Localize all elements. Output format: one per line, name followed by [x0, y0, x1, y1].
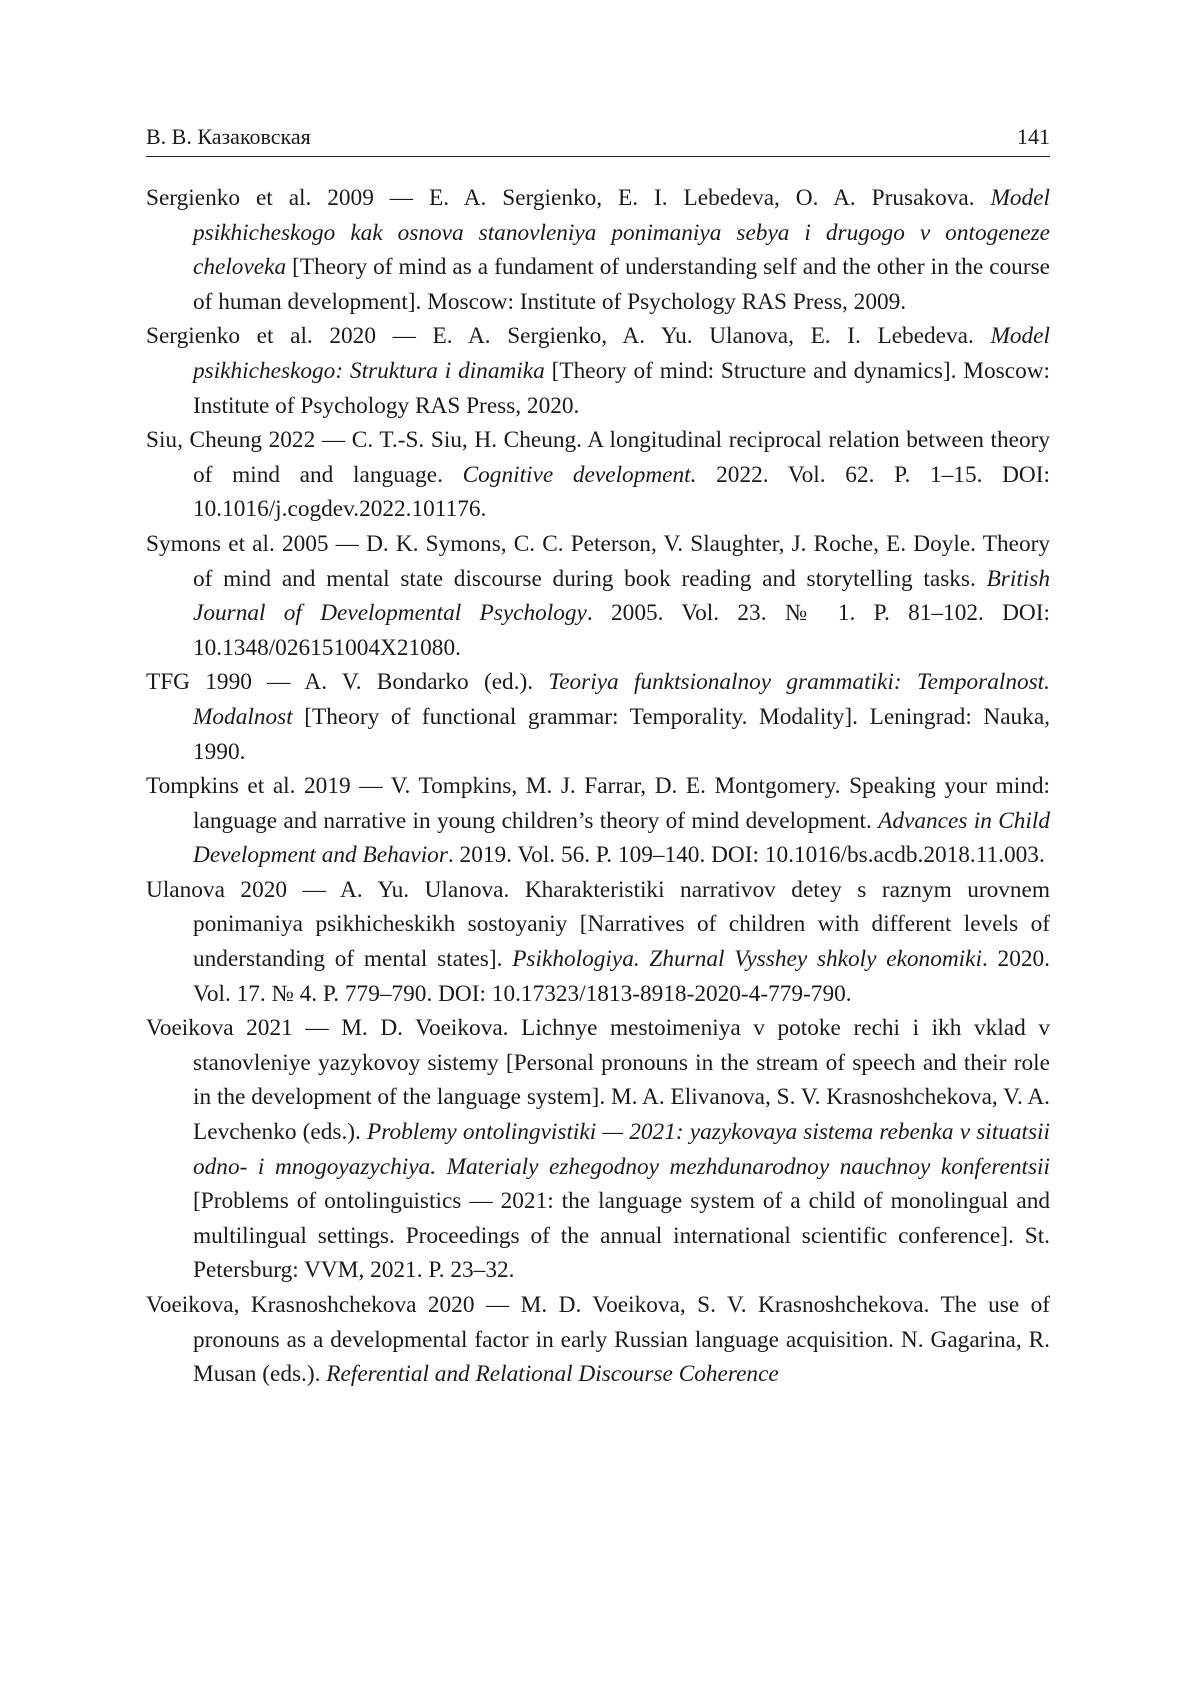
reference-key: Tompkins et al. 2019	[146, 773, 351, 800]
reference-entry	[146, 181, 1050, 319]
reference-entry	[146, 423, 1050, 527]
reference-key: TFG 1990	[146, 669, 252, 696]
reference-title: Advances in Child Development and Behavior	[193, 807, 1050, 869]
reference-title: Referential and Relational Discourse Coherence	[326, 1361, 779, 1388]
reference-title: Model psikhicheskogo: Struktura i dinamika	[193, 323, 1050, 384]
reference-key: Symons et al. 2005	[146, 530, 329, 557]
reference-key: Sergienko et al. 2020	[146, 323, 376, 350]
reference-entry	[146, 769, 1050, 873]
reference-text: — M. D. Voeikova, S. V. Krasnoshchekova. The use of pronouns as a developmental factor in early Russian language acquisition. N. Gagarina, R. Musan (eds.).	[193, 1292, 1051, 1388]
running-head-author: В. В. Казаковская	[146, 124, 311, 149]
reference-entry	[146, 527, 1050, 665]
reference-key: Voeikova, Krasnoshchekova 2020	[146, 1292, 475, 1318]
reference-entry	[146, 319, 1050, 423]
reference-title: Psikhologiya. Zhurnal Vysshey shkoly ekonomiki	[512, 946, 982, 973]
reference-entry	[146, 1011, 1050, 1288]
reference-entry	[146, 1288, 1050, 1392]
reference-text: — E. A. Sergienko, A. Yu. Ulanova, E. I. Lebedeva.	[375, 323, 991, 350]
reference-key: Sergienko et al. 2009	[146, 185, 374, 211]
reference-text: — C. T.-S. Siu, H. Cheung. A longitudinal reciprocal relation between theory of mind and language.	[193, 427, 1050, 488]
page-number: 141	[1017, 124, 1050, 149]
reference-key: Voeikova 2021	[146, 1015, 293, 1042]
reference-key: Siu, Cheung 2022	[146, 427, 316, 454]
reference-text: 2022. Vol. 62. P. 1–15. DOI: 10.1016/j.cogdev.2022.101176.	[193, 461, 1050, 523]
reference-text: — V. Tompkins, M. J. Farrar, D. E. Montgomery. Speaking your mind: language and narrative in young children’s theory of mind development.	[193, 773, 1051, 834]
reference-list	[146, 181, 1050, 1392]
reference-title: Problemy ontolingvistiki — 2021: yazykovaya sistema rebenka v situatsii odno- i mnogoyazychiya. Materialy ezhegodnoy mezhdunarodnoy nauchnoy konferentsii	[193, 1119, 1050, 1180]
reference-text: — A. V. Bondarko (ed.).	[251, 669, 549, 696]
reference-entry	[146, 665, 1050, 769]
reference-text: — D. K. Symons, C. C. Peterson, V. Slaughter, J. Roche, E. Doyle. Theory of mind and mental state discourse during book reading and storytelling tasks.	[193, 530, 1050, 592]
reference-title: Cognitive development.	[462, 461, 697, 488]
reference-entry	[146, 873, 1050, 1011]
reference-text: . 2020. Vol. 17. № 4. P. 779–790. DOI: 10.17323/1813-8918-2020-4-779-790.	[193, 946, 1050, 1007]
reference-text: [Theory of mind as a fundament of understanding self and the other in the course of human development]. Moscow: Institute of Psychology RAS Press, 2009.	[193, 254, 1050, 315]
reference-text: — A. Yu. Ulanova. Kharakteristiki narrativov detey s raznym urovnem ponimaniya psikhicheskikh sostoyaniy [Narratives of children with different levels of understanding of mental states].	[193, 876, 1051, 973]
reference-text: . 2019. Vol. 56. P. 109–140. DOI: 10.1016/bs.acdb.2018.11.003.	[447, 842, 1045, 869]
reference-title: Teoriya funktsionalnoy grammatiki: Temporalnost. Modalnost	[193, 669, 1050, 730]
running-head	[146, 120, 1050, 157]
reference-text: . 2005. Vol. 23. № 1. P. 81–102. DOI: 10.1348/026151004X21080.	[193, 600, 1050, 661]
reference-title: Model psikhicheskogo kak osnova stanovleniya ponimaniya sebya i drugogo v ontogeneze cheloveka	[193, 185, 1050, 281]
reference-text: — M. D. Voeikova. Lichnye mestoimeniya v potoke rechi i ikh vklad v stanovleniye yazykovoy sistemy [Personal pronouns in the stream of speech and their role in the development of the language system]. M. A. Elivanova, S. V. Krasnoshchekova, V. A. Levchenko (eds.).	[193, 1015, 1050, 1146]
reference-text: [Theory of functional grammar: Temporality. Modality]. Leningrad: Nauka, 1990.	[193, 703, 1050, 765]
reference-text: [Problems of ontolinguistics — 2021: the language system of a child of monolingual and multilingual settings. Proceedings of the annual international scientific conference]. St. Petersburg: VVM, 2021. P. 23–32.	[193, 1188, 1050, 1284]
reference-text: [Theory of mind: Structure and dynamics]. Moscow: Institute of Psychology RAS Press, 2020.	[193, 357, 1051, 419]
reference-key: Ulanova 2020	[146, 876, 288, 903]
reference-title: British Journal of Developmental Psychology	[193, 565, 1050, 627]
reference-text: — E. A. Sergienko, E. I. Lebedeva, O. A. Prusakova.	[373, 185, 991, 211]
